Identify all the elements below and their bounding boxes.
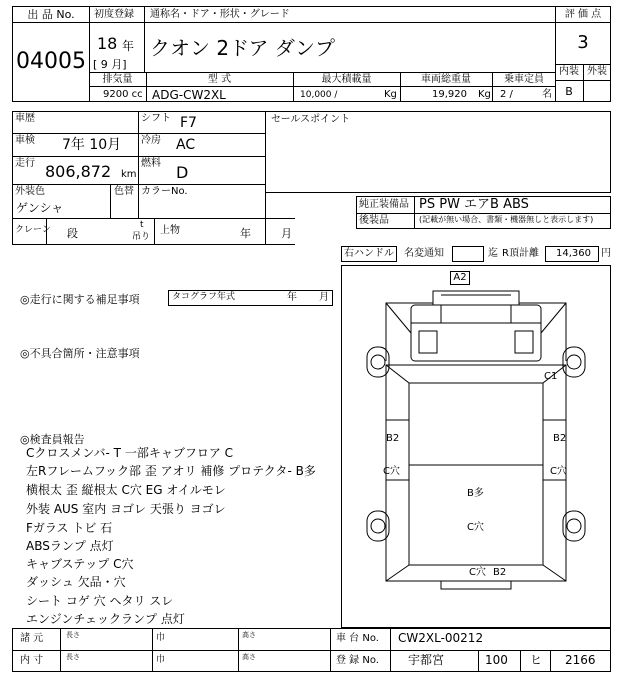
sales-point-label: セールスポイント [271,114,351,125]
capacity-label: 乗車定員 [504,74,544,85]
upper-label: 上物 [160,225,180,236]
model-name: クオン 2ドア ダンプ [150,36,336,60]
color-code-label: カラーNo. [141,186,188,197]
reg-number: 2166 [565,653,596,667]
chassis-value: CW2XL-00212 [398,631,484,645]
crane-label: クレーン [15,225,51,235]
gross-weight-unit: Kg [478,89,491,100]
first-reg-year: 18 [97,34,118,53]
max-load-unit: Kg [384,89,397,100]
height-label: 高さ [242,631,256,639]
mileage-value: 806,872 [45,162,112,181]
mark-b2-bottom: B2 [493,567,507,578]
upper-year: 年 [240,227,251,240]
color-no-label: 色替 [114,186,134,197]
shift-value: F7 [180,115,197,131]
ac-label: 冷房 [141,135,161,146]
gross-weight-value: 19,920 [432,89,467,100]
fuel-value: D [176,163,189,182]
tacho-month: 月 [319,292,329,303]
inspector-line: エンジンチェックランプ 点灯 [26,612,185,626]
lot-number: 04005 [16,49,86,74]
r-note-label: R頂計離 [502,248,539,259]
width-label-2: 巾 [156,655,166,665]
tacho-label: タコグラフ年式 [172,292,236,302]
inspector-line: キャブステップ C穴 [26,557,134,571]
inspector-line: 左Rフレームフック部 歪 アオリ 補修 プロテクタ- B多 [26,464,316,478]
interior-grade: B [565,85,573,98]
shift-label: シフト [141,113,171,124]
r-note-value: 14,360 [556,248,591,259]
height-label-2: 高さ [242,653,256,661]
inspector-line: Cクロスメンバ- T 一部キャブフロア C [26,446,234,460]
grade-label: 評 価 点 [564,9,602,20]
type-value: ADG-CW2XL [152,88,226,102]
mark-b-many: B多 [467,488,484,499]
inspector-line: ダッシュ 欠品・穴 [26,575,126,589]
r-note-unit: 円 [601,248,611,259]
mark-c-hole-center: C穴 [467,522,484,533]
ac-value: AC [176,137,196,153]
inspection-label: 車検 [15,135,35,146]
inspector-line: Fガラス トビ 石 [26,521,113,535]
interior-grade-label: 内装 [559,66,579,77]
handle-position: 右ハンドル [344,248,394,259]
equipment-value: PS PW エアB ABS [419,197,529,212]
crane-ton: t [140,220,144,230]
first-reg-label: 初度登録 [94,9,134,20]
max-load-value: 10,000 / [300,90,338,100]
chassis-label: 車 台 No. [336,633,379,644]
inspector-title: ◎検査員報告 [20,433,85,446]
mark-b2-left: B2 [386,433,400,444]
crane-hoist: 吊り [132,232,151,242]
width-label: 巾 [156,633,166,643]
name-change-label: 名変通知 [404,248,444,259]
model-label: 通称名・ドア・形状・グレード [150,9,290,20]
type-label: 型 式 [207,74,232,85]
dims-label: 諸 元 [20,633,44,644]
fuel-label: 燃料 [141,158,161,169]
year-unit: 年 [122,39,135,53]
gross-weight-label: 車両総重量 [421,74,471,85]
inspector-line: 横根太 歪 縦根太 C穴 EG オイルモレ [26,483,226,497]
length-label-2: 長さ [66,653,80,661]
reg-class: 100 [485,653,508,667]
inspector-line: ABSランプ 点灯 [26,539,114,553]
grade-value: 3 [577,32,589,53]
mark-c-hole-bottom: C穴 [469,567,486,578]
defects-title: ◎不具合箇所・注意事項 [20,347,140,360]
first-reg-month: [ 9 月] [93,58,127,71]
travel-notes-title: ◎走行に関する補足事項 [20,293,140,306]
exterior-grade-label: 外装 [587,66,607,77]
mark-c-hole-left: C穴 [383,466,400,477]
inspection-value: 7年 10月 [62,137,122,153]
crane-stage: 段 [67,227,78,240]
inspector-line: シート コゲ 穴 ヘタリ スレ [26,594,174,608]
mileage-label: 走行 [15,158,35,169]
history-label: 車歴 [15,113,35,124]
mark-a2: A2 [453,272,467,283]
mileage-unit: km [121,169,137,180]
exterior-color-label: 外装色 [15,186,45,197]
equipment-label: 純正装備品 [359,199,409,210]
reg-label: 登 録 No. [336,655,379,666]
exterior-color-value: ゲンシャ [16,201,64,215]
tacho-year: 年 [287,292,297,303]
lot-no-label: 出 品 No. [27,8,75,21]
limit-label: 迄 [488,248,498,259]
max-load-label: 最大積載量 [321,74,372,85]
reg-kana: ヒ [530,653,543,667]
aftermarket-note: (記載が無い場合、書類・機器無しと表示します) [419,215,594,224]
length-label: 長さ [66,631,80,639]
displacement-label: 排気量 [102,74,133,85]
capacity-unit: 名 [542,89,552,100]
aftermarket-label: 後装品 [359,215,389,226]
interior-dims-label: 内 寸 [20,655,44,666]
inspector-line: 外装 AUS 室内 ヨゴレ 天張り ヨゴレ [26,502,226,516]
reg-area: 宇都宮 [408,653,445,667]
displacement-value: 9200 cc [103,89,143,100]
mark-b2-right: B2 [553,433,567,444]
mark-c1: C1 [544,371,558,382]
upper-month: 月 [281,227,292,240]
mark-c-hole-right: C穴 [550,466,567,477]
capacity-value: 2 / [500,89,513,100]
